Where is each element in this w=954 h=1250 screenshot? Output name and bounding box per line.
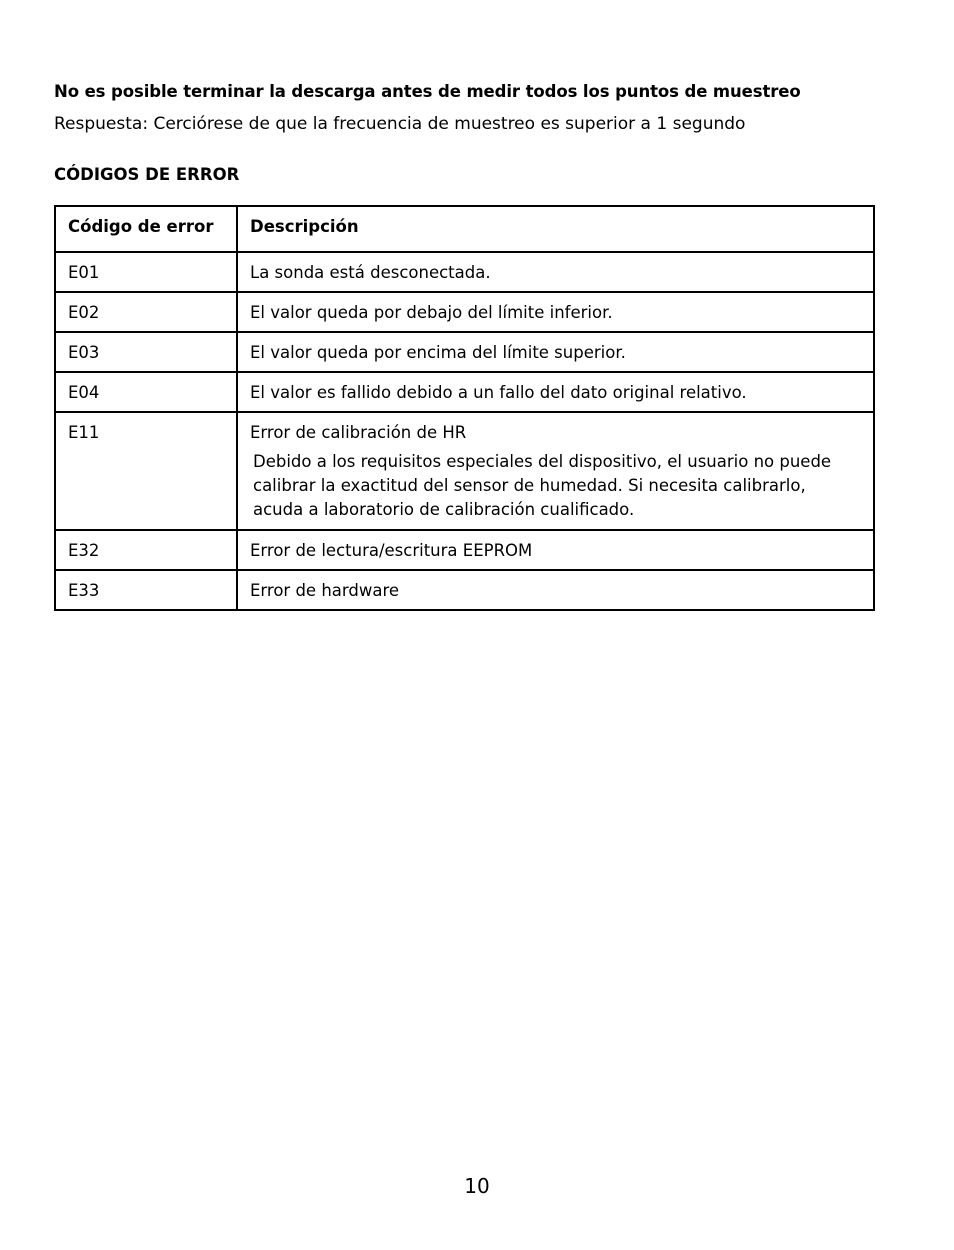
error-note: Debido a los requisitos especiales del dispositivo, el usuario no puede calibrar la exactitud del sensor de humedad. Si necesita calibrarlo, acuda a laboratorio de calibración cualificado. — [253, 452, 832, 519]
table-row — [55, 332, 874, 372]
table-row — [55, 412, 874, 530]
issue-title: No es posible terminar la descarga antes de medir todos los puntos de muestreo — [54, 82, 801, 101]
error-code: E02 — [55, 292, 237, 332]
page-number: 10 — [464, 1174, 490, 1198]
error-code: E32 — [55, 530, 237, 570]
error-description: La sonda está desconectada. — [237, 252, 874, 292]
error-description: Error de hardware — [237, 570, 874, 610]
error-description: El valor queda por debajo del límite inferior. — [237, 292, 874, 332]
error-code: E01 — [55, 252, 237, 292]
error-description: Error de calibración de HR — [250, 423, 467, 442]
error-description: Error de lectura/escritura EEPROM — [237, 530, 874, 570]
section-title: CÓDIGOS DE ERROR — [54, 165, 240, 184]
header-code: Código de error — [55, 206, 237, 252]
error-description-cell — [237, 412, 874, 530]
table-row — [55, 530, 874, 570]
issue-answer: Respuesta: Cerciórese de que la frecuencia de muestreo es superior a 1 segundo — [54, 114, 746, 134]
error-code: E04 — [55, 372, 237, 412]
error-code: E11 — [55, 412, 237, 530]
table-row — [55, 570, 874, 610]
table-row — [55, 252, 874, 292]
error-code: E33 — [55, 570, 237, 610]
error-description: El valor es fallido debido a un fallo del dato original relativo. — [237, 372, 874, 412]
error-description: El valor queda por encima del límite superior. — [237, 332, 874, 372]
table-row — [55, 372, 874, 412]
error-code: E03 — [55, 332, 237, 372]
table-row — [55, 292, 874, 332]
header-description: Descripción — [237, 206, 874, 252]
error-codes-table — [54, 205, 875, 611]
table-header-row — [55, 206, 874, 252]
